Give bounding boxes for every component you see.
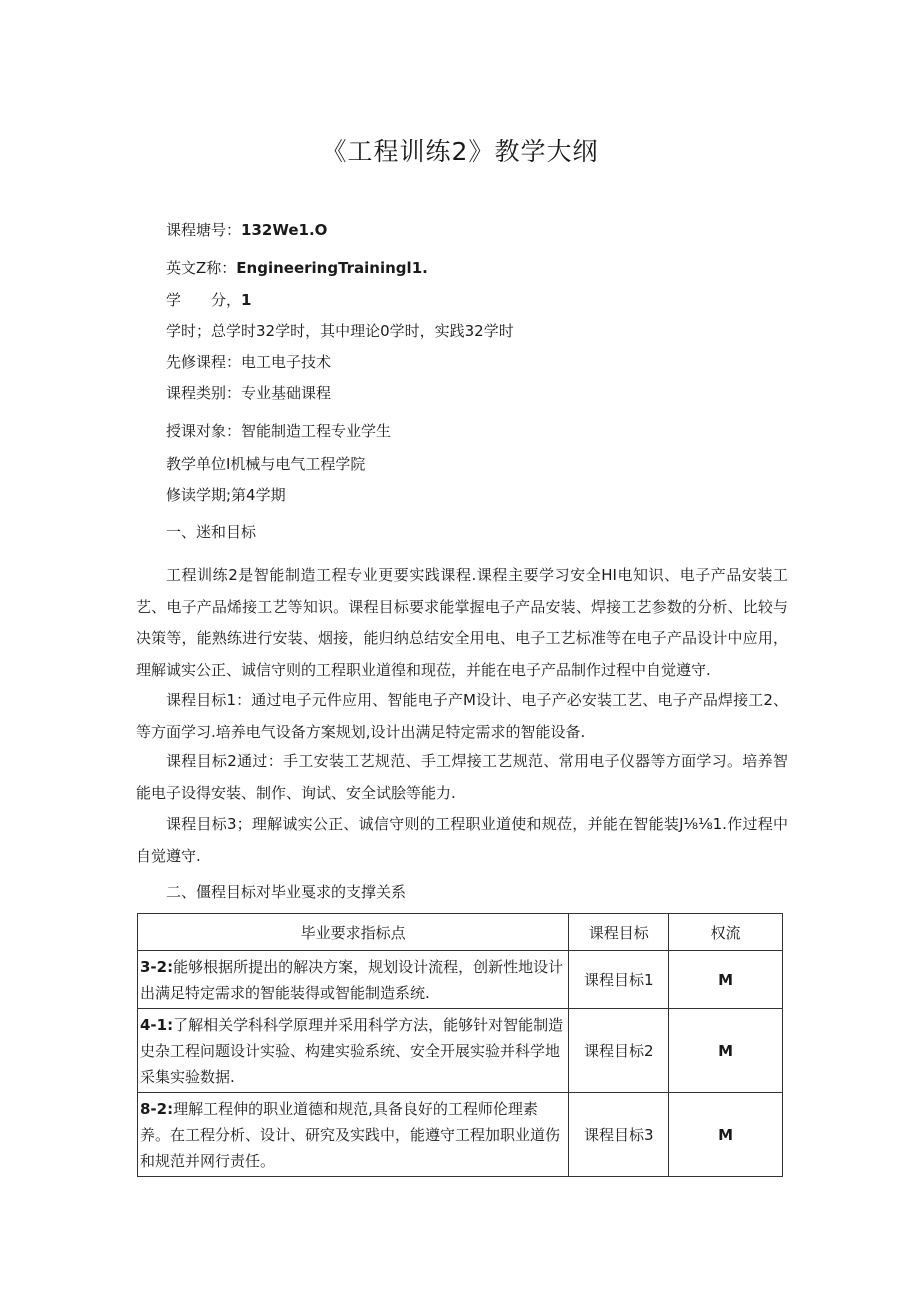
header-course-goal: 课程目标	[569, 914, 669, 951]
category-line: 课程类别：专业基础课程	[166, 384, 332, 402]
document-title: 《工程训练2》教学大纲	[321, 137, 599, 166]
course-code-value: 132We1.O	[241, 221, 328, 239]
course-goal-3-paragraph: 课程目标3；理解诚实公正、诚信守则的工程职业道使和规莅，并能在智能装J⅛⅛1.作过程中自觉遵守.	[136, 815, 788, 865]
table-row	[138, 951, 783, 1009]
weight-cell: M	[669, 1009, 783, 1093]
credits-value: 1	[241, 291, 252, 309]
english-name-value: EngineeringTrainingl1.	[236, 259, 428, 277]
table-row	[138, 1009, 783, 1093]
course-code-label: 课程塘号：	[166, 221, 242, 239]
course-goal-1-paragraph: 课程目标1：通过电子元件应用、智能电子产M设计、电子产必安装工艺、电子产品焊接工2、等方面学习.培养电气设备方案规划,设计出满足特定需求的智能设备.	[136, 691, 788, 741]
credits-label: 学 分，	[166, 291, 242, 309]
hours-line: 学时；总学时32学时，其中理论0学时，实践32学时	[166, 322, 514, 340]
requirement-text: 能够根据所提出的解决方案，规划设计流程，创新性地设计出满足特定需求的智能装得或智能制造系统.	[140, 957, 564, 1002]
table-header-row	[138, 914, 783, 951]
requirement-cell	[138, 1009, 569, 1093]
section-heading-1: 一、迷和目标	[166, 523, 257, 541]
audience-line: 授课对象：智能制造工程专业学生	[166, 422, 392, 440]
requirement-text: 理解工程伸的职业道德和规范,具备良好的工程师伦理素养。在工程分析、设计、研究及实践中，能遵守工程加职业道伤和规范并网行责任。	[140, 1099, 561, 1170]
requirement-code: 4-1:	[140, 1015, 174, 1034]
english-name-line	[166, 258, 428, 278]
weight-cell: M	[669, 1093, 783, 1177]
semester-line: 修读学期;第4学期	[166, 486, 286, 504]
header-indicator: 毕业要求指标点	[138, 914, 569, 951]
header-weight: 权流	[669, 914, 783, 951]
section-heading-2: 二、僵程目标对毕业戛求的支撑关系	[166, 883, 407, 901]
course-description-paragraph: 工程训练2是智能制造工程专业更要实践课程.课程主要学习安全HI电知识、电子产品安装工艺、电子产品烯接工艺等知识。课程目标要求能掌握电子产品安装、焊接工艺参数的分析、比较与决策等，能熟练进行安装、烟接，能归纳总结安全用电、电子工艺标准等在电子产品设计中应用，理解诚实公正、诚信守则的工程职业道徨和现莅，并能在电子产品制作过程中自觉遵守.	[136, 566, 788, 679]
course-code-line	[166, 220, 327, 240]
weight-cell: M	[669, 951, 783, 1009]
requirements-table	[137, 913, 783, 1177]
english-name-label: 英文Z称：	[166, 259, 237, 277]
requirement-text: 了解相关学科科学原理并采用科学方法，能够针对智能制造史杂工程问题设计实验、构建实验系统、安全开展实验并科学地采集实验数据.	[140, 1015, 564, 1086]
goal-cell: 课程目标1	[569, 951, 669, 1009]
goal-cell: 课程目标3	[569, 1093, 669, 1177]
requirement-code: 8-2:	[140, 1099, 174, 1118]
credits-line	[166, 290, 251, 310]
course-goal-2-paragraph: 课程目标2通过：手工安装工艺规范、手工焊接工艺规范、常用电子仪器等方面学习。培养智能电子设得安装、制作、询试、安全试脍等能力.	[136, 752, 788, 802]
requirement-code: 3-2:	[140, 957, 174, 976]
teaching-unit-line: 教学单位I机械与电气工程学院	[166, 455, 366, 473]
prerequisite-line: 先修课程：电工电子技术	[166, 353, 332, 371]
requirement-cell	[138, 951, 569, 1009]
requirement-cell	[138, 1093, 569, 1177]
table-row	[138, 1093, 783, 1177]
goal-cell: 课程目标2	[569, 1009, 669, 1093]
